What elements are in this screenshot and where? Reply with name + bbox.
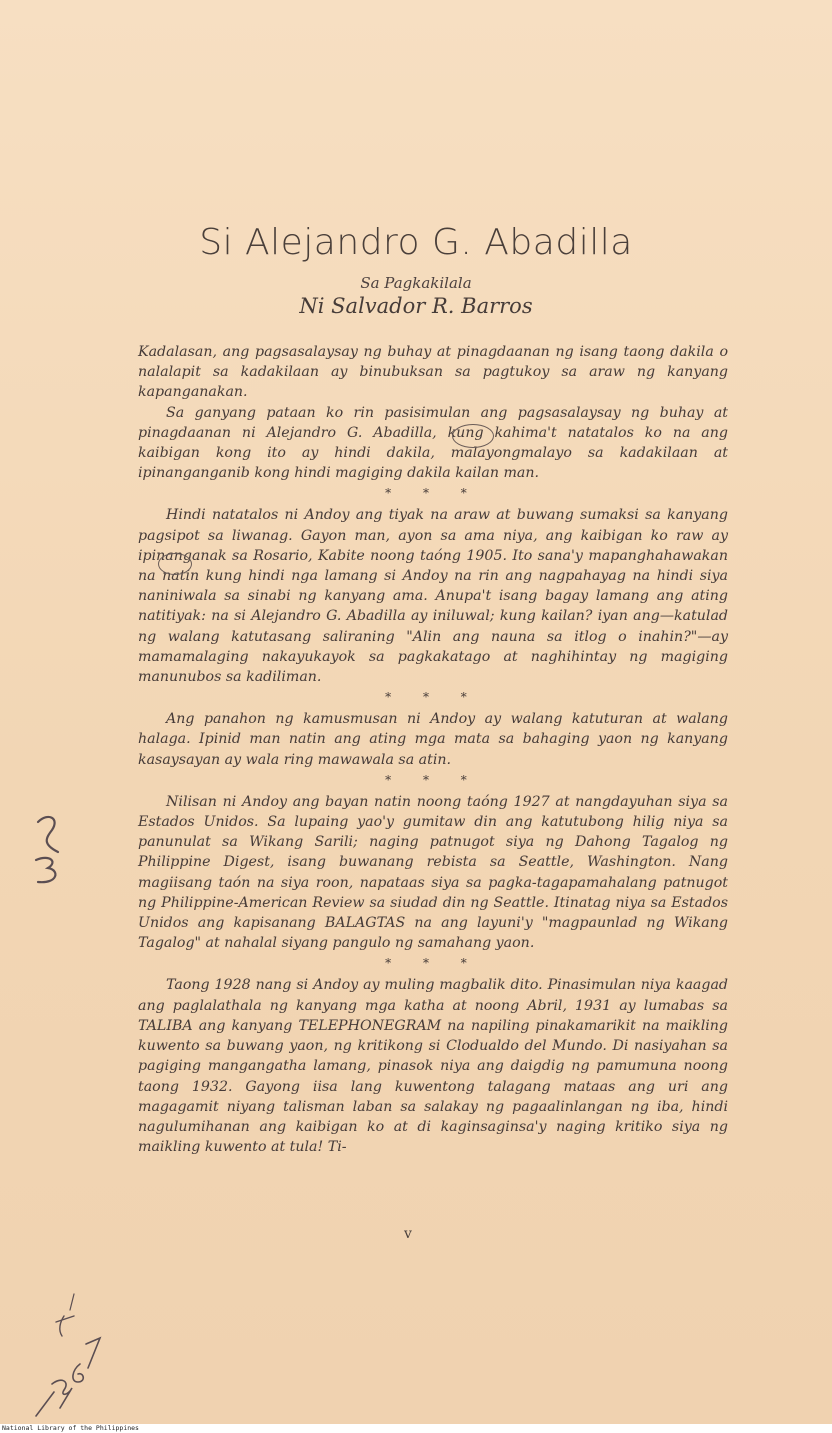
article-author: Ni Salvador R. Barros	[299, 294, 533, 318]
section-separator: * * *	[385, 772, 481, 787]
article-subtitle: Sa Pagkakilala	[360, 274, 472, 292]
article-body	[138, 342, 728, 1157]
page-number: v	[404, 1226, 412, 1242]
paragraph-3: Hindi natatalos ni Andoy ang tiyak na araw at buwang sumaksi sa kanyang pagsipot sa liwanag. Gayon man, ayon sa ama niya, ang kaibigan ko raw ay ipinanganak sa Rosario, Kabite noong taóng 1905. Ito sana'y mapanghahawakan na natin kung hindi nga lamang si Andoy na rin ang nagpahayag na hindi siya naniniwala sa sinabi ng kanyang ama. Anupa't isang bagay lamang ang ating natitiyak: na si Alejandro G. Abadilla ay iniluwal; kung kailan? iyan ang—katulad ng walang katutasang saliraning "Alin ang nauna sa itlog o inahin?"—ay mamamalaging nakayukayok sa pagkakatago at naghihintay ng magiging manunubos sa kadiliman.	[138, 507, 728, 686]
handwritten-page-number	[28, 808, 68, 888]
section-separator: * * *	[385, 486, 481, 501]
article-title: Si Alejandro G. Abadilla	[199, 222, 633, 263]
section-separator: * * *	[385, 690, 481, 705]
handwritten-year	[20, 1292, 120, 1422]
paragraph-1: Kadalasan, ang pagsasalaysay ng buhay at pinagdaanan ng isang taong dakila o nalalapit sa kadakilaan ay binubuksan sa pagtukoy sa araw ng kanyang kapanganakan.	[138, 344, 728, 401]
section-separator: * * *	[385, 956, 481, 971]
paragraph-5: Nilisan ni Andoy ang bayan natin noong taóng 1927 at nangdayuhan siya sa Estados Unidos. Sa lupaing yao'y gumitaw din ang katutubong hilig niya sa panunulat sa Wikang Sarili; naging patnugot siya ng Dahong Tagalog ng Philippine Digest, isang buwanang rebista sa Seattle, Washington. Nang magiisang taón na siya roon, napataas siya sa pagka-tagapamahalang patnugot ng Philippine-American Review sa siudad din ng Seattle. Itinatag niya sa Estados Unidos ang kapisanang BALAGTAS na ang layuni'y "magpaunlad ng Wikang Tagalog" at nahalal siyang pangulo ng samahang yaon.	[138, 793, 728, 952]
pen-circle-mark	[158, 553, 192, 575]
paragraph-6: Taong 1928 nang si Andoy ay muling magbalik dito. Pinasimulan niya kaagad ang paglalathala ng kanyang mga katha at noong Abril, 1931 ay lumabas sa TALIBA ang kanyang TELEPHONEGRAM na napiling pinakamarikit na maikling kuwento sa buwang yaon, ng kritikong si Clodualdo del Mundo. Di nasiyahan sa pagiging mangangatha lamang, pinasok niya ang daigdig ng pamumuna noong taong 1932. Gayong iisa lang kuwentong talagang mataas ang uri ang magagamit niyang talisman laban sa salakay ng pagaalinlangan ng iba, hindi nagulumihanan ang kaibigan ko at di kaginsaginsa'y naging kritiko siya ng maikling kuwento at tula! Ti-	[138, 977, 728, 1156]
paragraph-4: Ang panahon ng kamusmusan ni Andoy ay walang katuturan at walang halaga. Ipinid man natin ang ating mga mata sa bahaging yaon ng kanyang kasaysayan ay wala ring mawawala sa atin.	[138, 711, 728, 768]
paragraph-2: Sa ganyang pataan ko rin pasisimulan ang pagsasalaysay ng buhay at pinagdaanan ni Alejandro G. Abadilla, kung kahima't natatalos ko na ang kaibigan kong ito ay hindi dakila, malayongmalayo sa kadakilaan at ipinanganganib kong hindi magiging dakila kailan man.	[138, 404, 728, 482]
footer-credit: National Library of the Philippines	[2, 1424, 139, 1432]
pen-circle-mark	[452, 424, 494, 448]
